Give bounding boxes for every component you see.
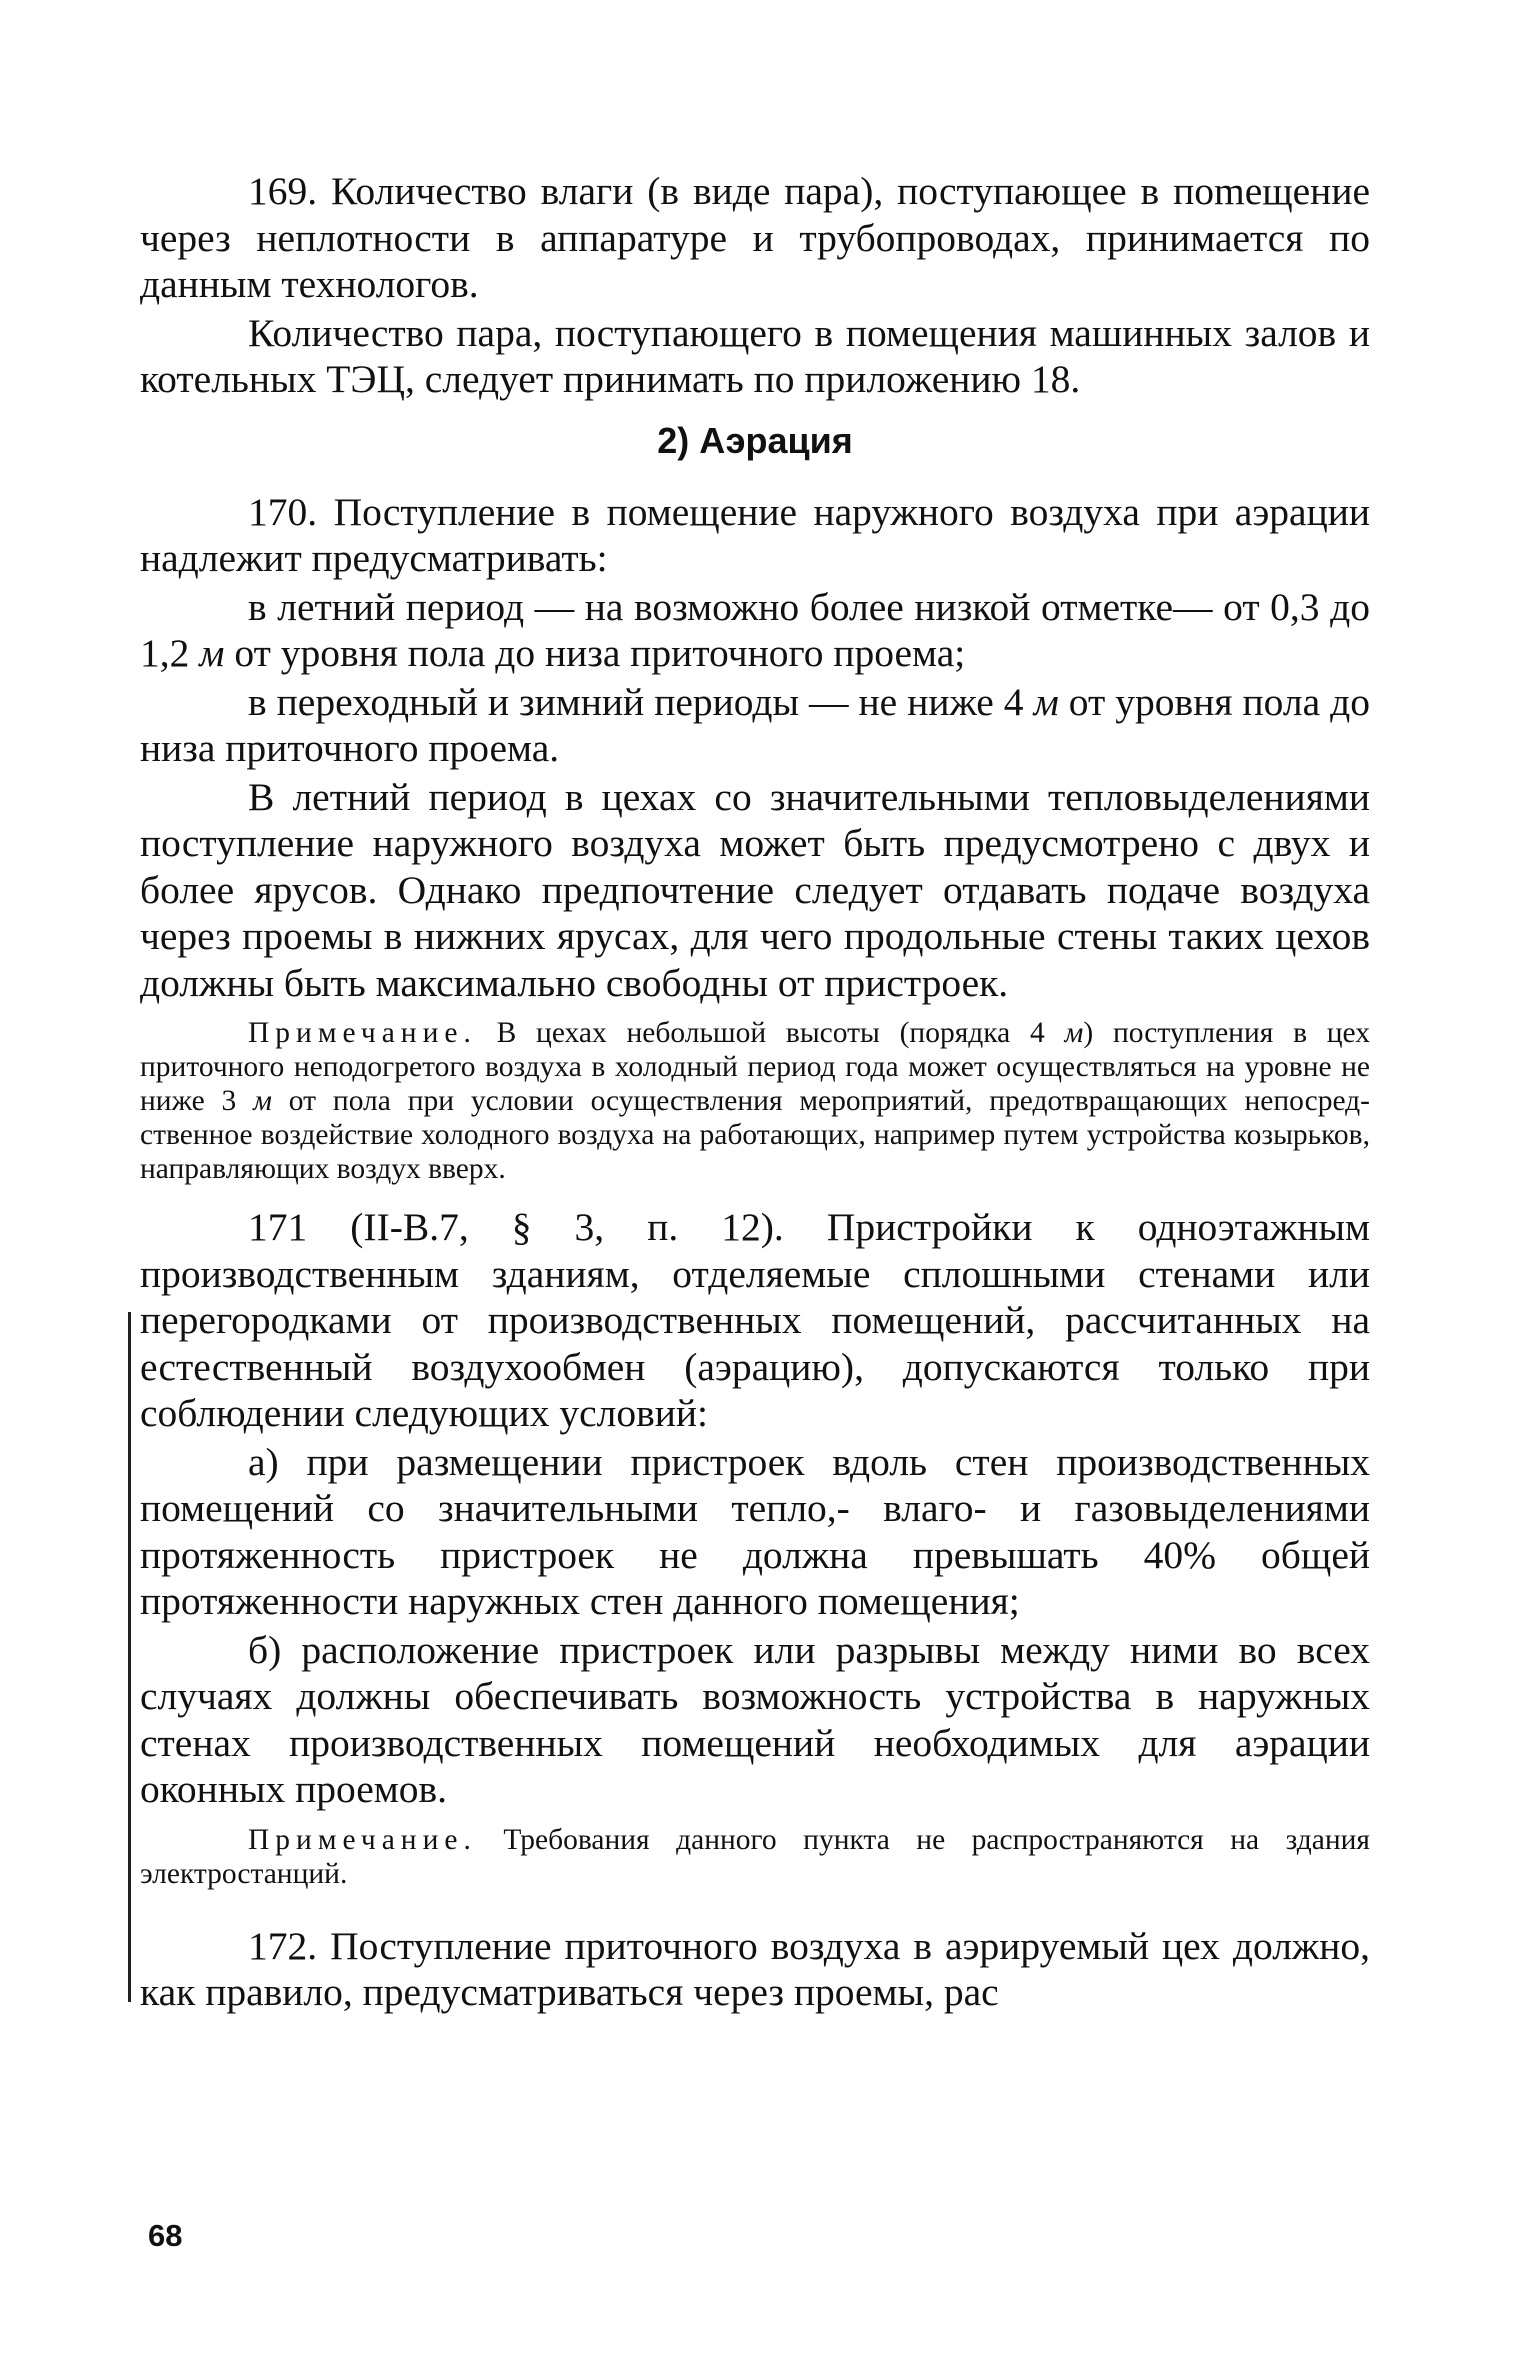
note-171	[140, 1823, 1370, 1891]
paragraph-170-tiers: В летний период в цехах со значительными тепловыделениями поступление наружного воздуха может быть предусмотрено с двух и более ярусов. Однако предпочтение следует отдавать подаче воздуха через проемы в нижних ярусах, для чего продольные стены таких цехов должны быть максимально свободны от пристроек.	[140, 774, 1370, 1005]
note-170	[140, 1016, 1370, 1186]
summer-text-start: в летний период — на возможно более низкой отметке— от 0,3 до 1,2	[140, 584, 1370, 675]
paragraph-170-summer	[140, 584, 1370, 677]
document-page	[140, 168, 1370, 2016]
note-label: Примечание.	[248, 1823, 477, 1856]
spacer	[140, 1891, 1370, 1923]
note-text-end: от пола при условии осуществления мероприятий, предотвращающих непосредственное воздействие холодного воздуха на работающих, например путем устройства козырьков, направляющих воздух вверх.	[140, 1085, 1370, 1185]
unit-meter: м	[1033, 679, 1059, 724]
note-label: Примечание.	[248, 1017, 477, 1049]
paragraph-170: 170. Поступление в помещение наружного воздуха при аэрации надлежит предусматривать:	[140, 489, 1370, 580]
unit-meter: м	[199, 631, 225, 675]
note-text: Требования данного пункта не распространяются на здания электростанций.	[140, 1823, 1370, 1890]
page-number: 68	[148, 2218, 183, 2253]
note-text-start: В цехах небольшой высоты (порядка 4	[476, 1017, 1065, 1049]
paragraph-169: 169. Количество влаги (в виде пара), поступающее в поmещение через неплотности в аппаратуре и трубопроводах, принимается по данным технологов.	[140, 169, 1370, 306]
summer-text-end: от уровня пола до низа приточного проема;	[224, 631, 966, 675]
section-heading-aeration: 2) Аэрация	[657, 419, 853, 461]
paragraph-171: 171 (II-В.7, § 3, п. 12). Пристройки к одноэтажным производственным зданиям, отделяемые сплошными стенами или перегородками от производственных помещений, рассчитанных на естественный воздухообмен (аэрацию), допускаются только при соблюдении следующих условий:	[140, 1205, 1370, 1435]
unit-meter: м	[1064, 1017, 1084, 1049]
unit-meter: м	[253, 1085, 272, 1117]
winter-text-start: в переходный и зимний периоды — не ниже 4	[248, 679, 1034, 724]
paragraph-171-b: б) расположение пристроек или разрывы между ними во всех случаях должны обеспечивать возможность устройства в наружных стенах производственных помещений необходимых для аэрации оконных проемов.	[140, 1627, 1370, 1811]
paragraph-172: 172. Поступление приточного воздуха в аэрируемый цех должно, как правило, предусматриваться через проемы, рас	[140, 1923, 1370, 2014]
margin-change-bar	[128, 1312, 131, 2002]
paragraph-171-a: а) при размещении пристроек вдоль стен производственных помещений со значительными тепло,- влаго- и газовыделениями протяженность пристроек не должна превышать 40% общей протяженности наружных стен данного помещения;	[140, 1439, 1370, 1623]
paragraph-170-winter	[140, 679, 1370, 772]
paragraph-169-steam: Количество пара, поступающего в помещения машинных залов и котельных ТЭЦ, следует принимать по приложению 18.	[140, 310, 1370, 401]
winter-text-end: от уровня пола до низа приточного проема.	[140, 679, 1370, 770]
spacer	[140, 1186, 1370, 1204]
note-text-middle: ) поступления в цех приточного неподогретого воздуха в холодный период года может осуществляться на уровне не ниже 3	[140, 1017, 1371, 1117]
